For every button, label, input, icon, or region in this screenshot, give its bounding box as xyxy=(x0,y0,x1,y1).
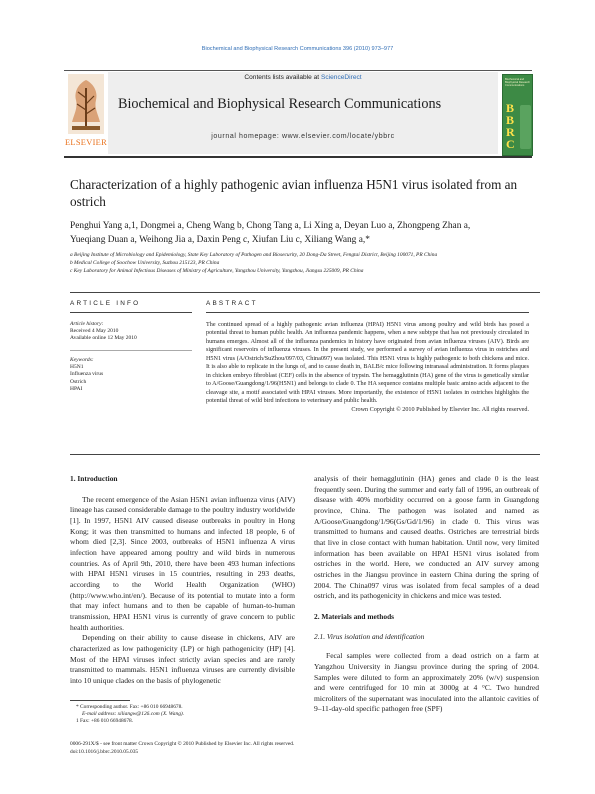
cover-title: Biochemical and Biophysical Research Communications xyxy=(505,78,530,87)
affiliation-c: c Key Laboratory for Animal Infectious Diseases of Ministry of Agriculture, Yangzhou University, Yangzhou, Jiangsu 225009, PR China xyxy=(70,268,364,274)
divider-abstract xyxy=(206,312,529,313)
article-info-heading: ARTICLE INFO xyxy=(70,300,141,307)
cover-letters: BBRC xyxy=(506,101,515,151)
contents-line xyxy=(108,74,498,81)
footnote-corresponding: * Corresponding author. Fax: +86 010 66948678. xyxy=(76,704,183,710)
article-history xyxy=(70,321,195,343)
divider-keywords xyxy=(70,350,192,351)
received-date: Received 4 May 2010 xyxy=(70,328,119,335)
keywords-label: Keywords: xyxy=(70,357,94,363)
footnotes xyxy=(76,704,296,725)
authors-line-2: Yueqiang Duan a, Weihong Jia a, Daxin Peng c, Xiufan Liu c, Xiliang Wang a,* xyxy=(70,234,370,245)
issn-line: 0006-291X/$ - see front matter Crown Copyright © 2010 Published by Elsevier Inc. All rights reserved. xyxy=(70,741,295,747)
history-label: Article history: xyxy=(70,321,104,327)
divider-bottom xyxy=(70,454,540,455)
running-head: Biochemical and Biophysical Research Communications 396 (2010) 973–977 xyxy=(201,46,394,52)
keywords-block xyxy=(70,357,195,393)
homepage-link[interactable]: www.elsevier.com/locate/ybbrc xyxy=(282,133,395,140)
contents-prefix: Contents lists available at xyxy=(244,74,321,81)
journal-title: Biochemical and Biophysical Research Communications xyxy=(118,96,442,112)
divider-info xyxy=(70,312,192,313)
journal-homepage xyxy=(108,133,498,140)
footnote-rule xyxy=(70,700,130,701)
section-heading-introduction: 1. Introduction xyxy=(70,474,118,483)
sciencedirect-link[interactable]: ScienceDirect xyxy=(320,74,362,81)
abstract-heading: ABSTRACT xyxy=(206,300,258,307)
doi-link[interactable]: doi:10.1016/j.bbrc.2010.05.035 xyxy=(70,749,139,755)
right-column xyxy=(314,474,539,715)
keyword: HPAI xyxy=(70,385,83,392)
homepage-prefix: journal homepage: xyxy=(211,133,282,140)
journal-cover xyxy=(502,74,533,156)
article-title: Characterization of a highly pathogenic avian influenza H5N1 virus isolated from an ostrich xyxy=(70,177,518,209)
left-column xyxy=(70,474,295,686)
section-heading-methods: 2. Materials and methods xyxy=(314,611,395,621)
keyword: H5N1 xyxy=(70,364,84,371)
footnote-email: E-mail address: xiliangw@126.com (X. Wang). xyxy=(82,711,185,717)
methods-paragraph-1: Fecal samples were collected from a dead ostrich on a farm at Yangzhou University in Jiangsu province during the spring of 2004. Samples were diluted to form an approximately 20% (w/v) suspension and were centrifuged for 10 min at 3000g at 4 °C. Two hundred microliters of the supernatant was inoculated into the allantoic cavities of 9–11-day-old specific pathogen free (SPF) xyxy=(314,651,539,714)
footnote-fax: 1 Fax: +86 010 66948678. xyxy=(76,718,134,724)
affiliation-b: b Medical College of Soochow University, Suzhou 215123, PR China xyxy=(70,260,220,266)
subsection-heading-virus-isolation: 2.1. Virus isolation and identification xyxy=(314,631,425,641)
authors-line-1: Penghui Yang a,1, Dongmei a, Cheng Wang b, Chong Tang a, Li Xing a, Deyan Luo a, Zhongpeng Zhan a, xyxy=(70,221,471,231)
elsevier-wordmark: ELSEVIER xyxy=(65,138,107,147)
author-list xyxy=(70,220,540,247)
abstract-text: The continued spread of a highly pathogenic avian influenza (HPAI) H5N1 virus among poultry and wild birds has posed a potential threat to human public health. An influenza pandemic happens, when a new subtype that has not previously circulated in humans emerges. Almost all of the influenza pandemics in history have originated from avian influenza viruses (AIV). Birds are significant reservoirs of influenza viruses. In the present study, we performed a survey of avian influenza virus in ostriches and H5N1 virus (A/Ostrich/SuZhou/097/03, China097) was isolated. This H5N1 virus is highly pathogenic to both chickens and mice. It is also able to replicate in the lungs of, and to cause death in, BALB/c mice following intranasal administration. It forms plaques in chicken embryo fibroblast (CEF) cells in the absence of trypsin. The hemagglutinin (HA) gene of the virus is genetically similar to A/Goose/Guangdong/1/96(H5N1) and belongs to clade 0. The HA sequence contains multiple basic amino acids adjacent to the cleavage site, a motif associated with HPAI viruses. More importantly, the existence of H5N1 isolates in ostriches highlights the potential threat of wild bird infections to veterinary and public health. xyxy=(206,322,529,405)
cover-graphic xyxy=(520,105,531,149)
journal-banner-box xyxy=(108,72,498,154)
divider-top xyxy=(70,292,540,293)
keyword: Influenza virus xyxy=(70,371,104,378)
intro-paragraph-3: analysis of their hemagglutinin (HA) genes and clade 0 is the least frequently seen. During the summer and early fall of 1996, an outbreak of disease with 40% morbidity occurred on a goose farm in Guangdong province, China. The pathogen was isolated and named as A/Goose/Guangdong/1/96(Gs/Gd/1/96) in clade 0. This virus was transmitted to humans and caused deaths. Ostriches are terrestrial birds that live in close contact with human habitation. Until now, very limited information has been available on HPAI H5N1 virus isolated from ostriches in the world. Here, we conducted an AIV survey among ostriches in the Jiangsu province in eastern China during the spring of 2004. The China097 virus was isolated from fecal samples of a dead ostrich, and its pathogenicity in chickens and mice was tested. xyxy=(314,474,539,601)
abstract-copyright: Crown Copyright © 2010 Published by Elsevier Inc. All rights reserved. xyxy=(351,406,529,413)
affiliation-a: a Beijing Institute of Microbiology and Epidemiology, State Key Laboratory of Pathogen and Biosecurity, 20 Dong-Da Street, Fengtai District, Beijing 100071, PR China xyxy=(70,252,438,258)
online-date: Available online 12 May 2010 xyxy=(70,335,137,342)
intro-paragraph-1: The recent emergence of the Asian H5N1 avian influenza virus (AIV) lineage has caused considerable damage to the poultry industry worldwide [1]. In 1997, H5N1 AIV caused disease outbreaks in poultry in Hong Kong; it was then transmitted to humans and infected 18 people, 6 of whom died [2,3]. Since 2003, outbreaks of H5N1 influenza A virus infection have appeared among poultry and wild birds in numerous countries. As of April 9th, 2010, there have been 493 human infections with HPAI H5N1 viruses in 15 countries, resulting in 293 deaths, according to the World Health Organization (WHO) (http://www.who.int/en/). Because of its potential to mutate into a form that may infect humans and to then be capable of human-to-human transmission, HPAI H5N1 virus is currently of grave concern to public health authorities. xyxy=(70,494,295,632)
keyword: Ostrich xyxy=(70,378,87,385)
intro-paragraph-2: Depending on their ability to cause disease in chickens, AIV are characterized as low pathogenicity (LP) or high pathogenicity (HP) [4]. Most of the HPAI viruses infect strictly avian species and are rarely transmitted to mammals. H5N1 influenza viruses are currently divisible into 10 unique clades on the basis of phylogenetic xyxy=(70,633,295,685)
abstract-body xyxy=(206,321,529,414)
